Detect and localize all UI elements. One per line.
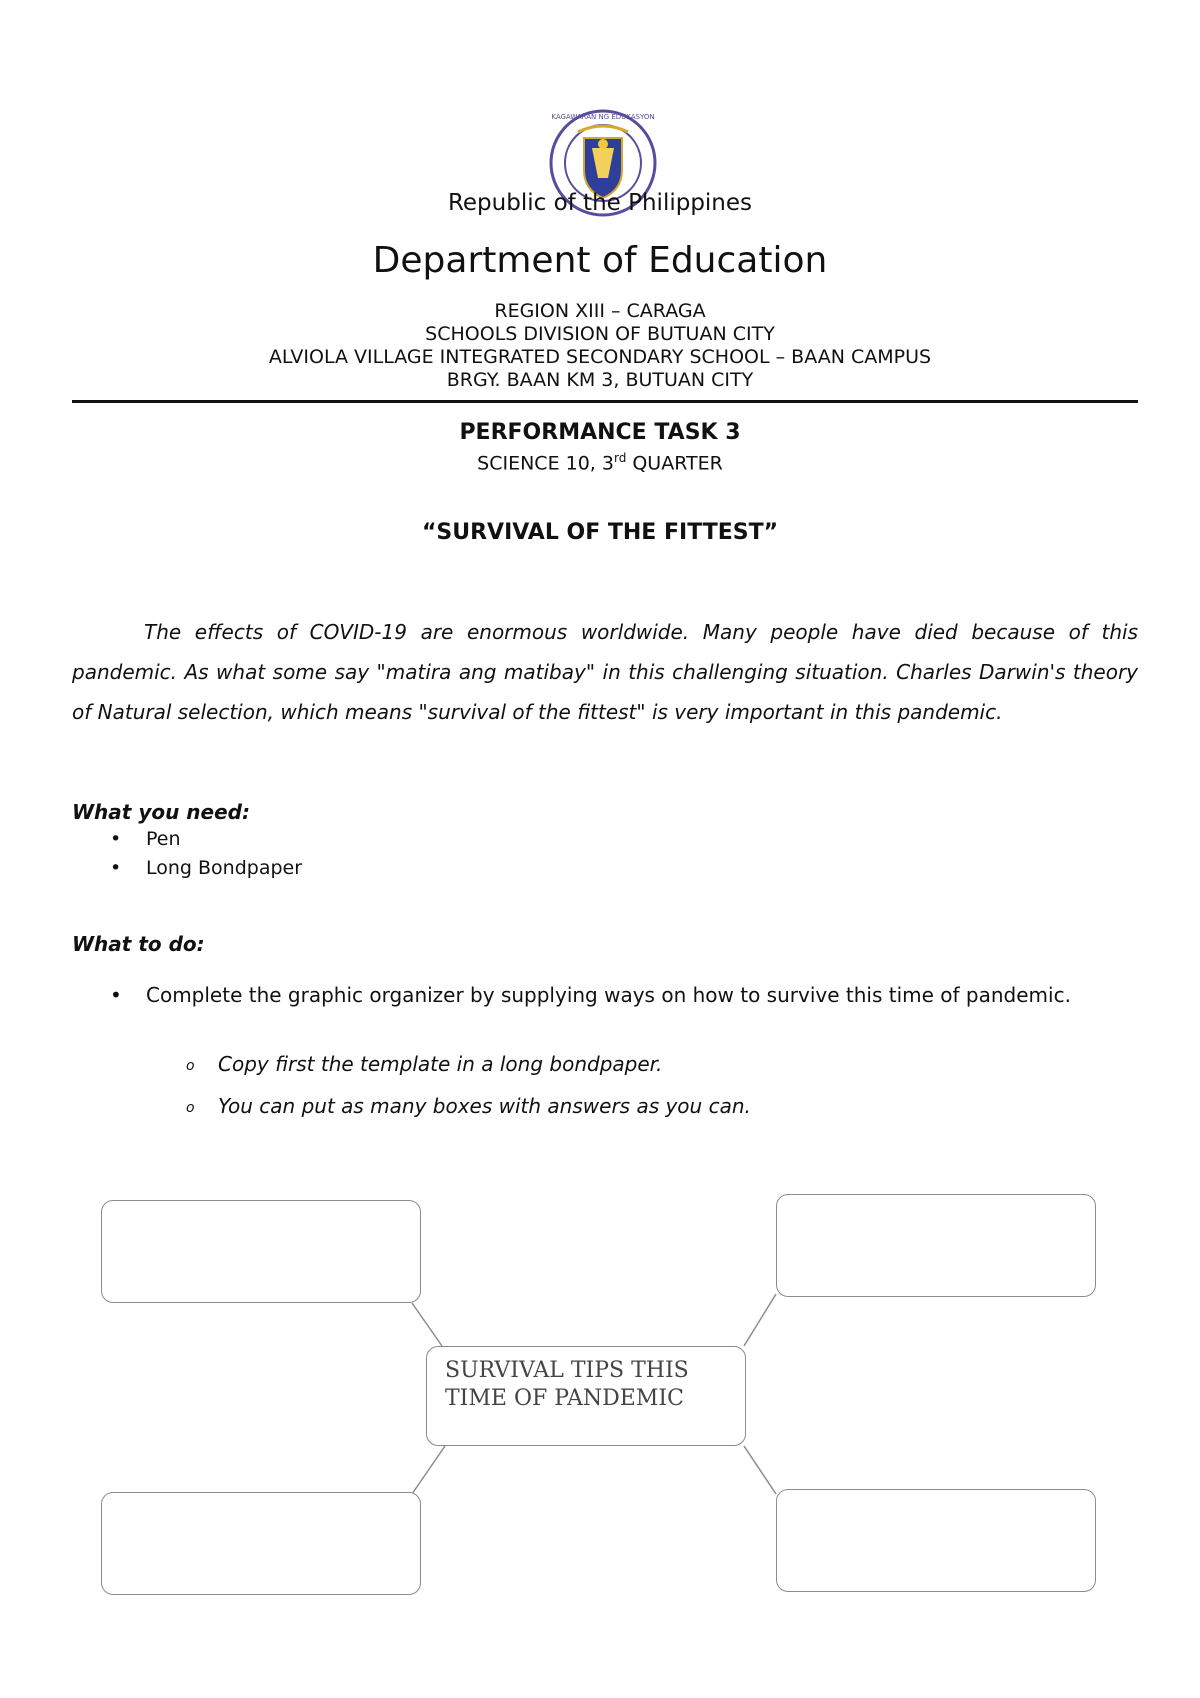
answer-box-top-right [776,1194,1096,1297]
region-line: REGION XIII – CARAGA [494,300,706,322]
center-topic-text: SURVIVAL TIPS THIS TIME OF PANDEMIC [445,1358,689,1411]
main-title: “SURVIVAL OF THE FITTEST” [421,520,779,545]
school-line: ALVIOLA VILLAGE INTEGRATED SECONDARY SCHOOL – BAAN CAMPUS [268,346,932,368]
answer-box-top-left [101,1200,421,1303]
center-topic-box [426,1346,746,1446]
address-line: BRGY. BAAN KM 3, BUTUAN CITY [446,369,754,391]
answer-box-bottom-left [101,1492,421,1595]
intro-paragraph: The effects of COVID-19 are enormous worldwide. Many people have died because of this pandemic. As what some say "matira ang matibay" in this challenging situation. Charles Darwin's theory of Natural selection, which means "survival of the fittest" is very important in this pandemic. [72,620,1138,724]
division-line: SCHOOLS DIVISION OF BUTUAN CITY [425,323,775,345]
svg-text:KAGAWARAN NG EDUKASYON: KAGAWARAN NG EDUKASYON [551,113,655,121]
todo-item: • Complete the graphic organizer by supplying ways on how to survive this time of pandemic. [110,983,1071,1007]
task-title: PERFORMANCE TASK 3 [459,420,741,445]
republic-heading: Republic of the Philippines [447,190,753,216]
todo-heading: What to do: [72,932,205,956]
task-subject: SCIENCE 10, 3rd QUARTER [477,451,723,475]
answer-box-bottom-right [776,1489,1096,1592]
department-heading: Department of Education [372,240,828,281]
needs-heading: What you need: [72,800,250,824]
